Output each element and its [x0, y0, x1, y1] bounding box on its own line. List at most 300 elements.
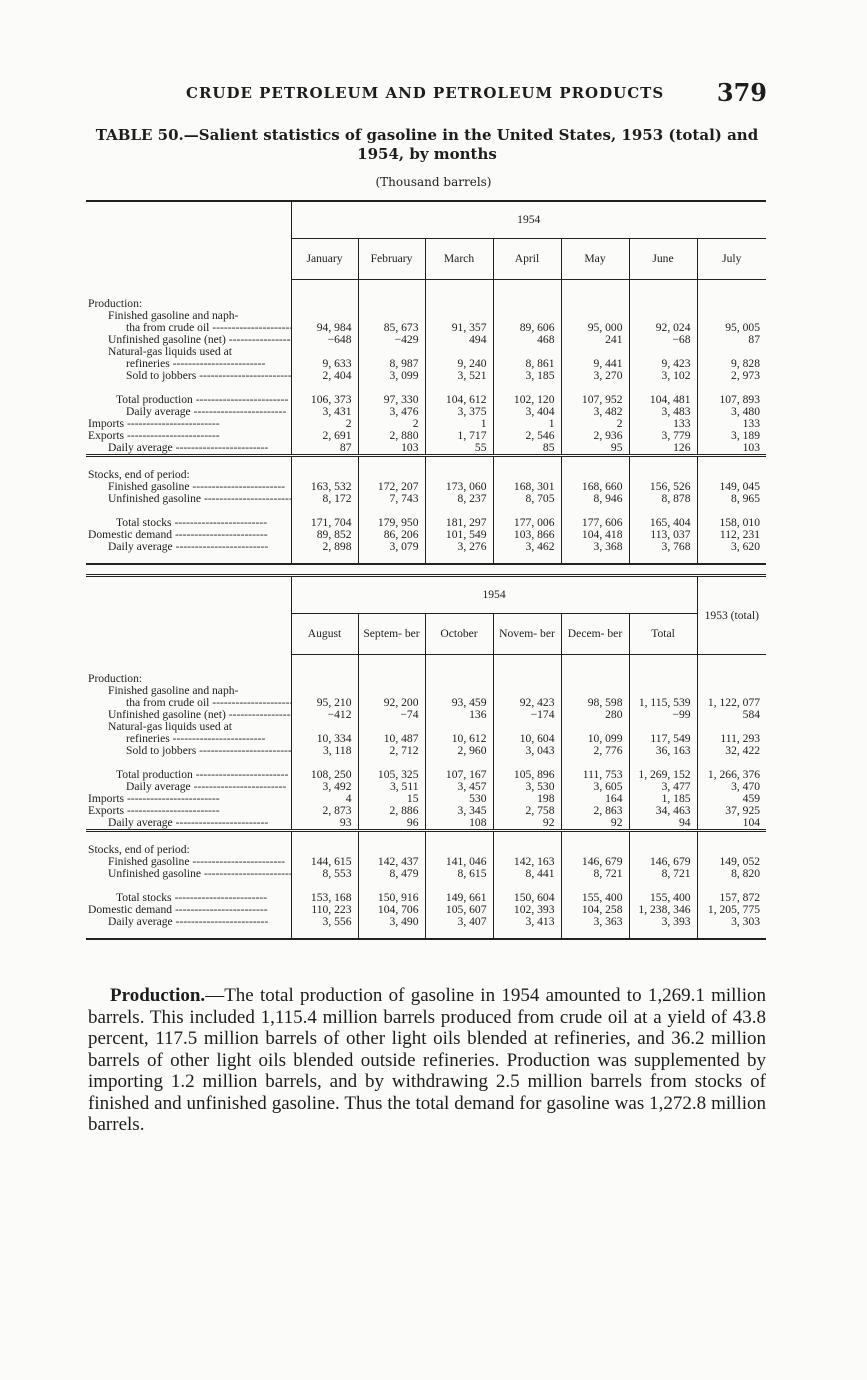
table-cell: 155, 400 [629, 892, 697, 904]
table-cell: 3, 483 [629, 406, 697, 418]
table-cell: 97, 330 [358, 394, 425, 406]
row-label-text: Daily average ----- [108, 817, 268, 829]
table-cell: 92, 200 [358, 697, 425, 709]
table-cell: 2, 404 [291, 370, 358, 382]
month-header: July [697, 239, 766, 280]
table-cell: 171, 704 [291, 517, 358, 529]
table-cell: 1, 122, 077 [707, 696, 761, 709]
table-cell: 10, 487 [358, 733, 425, 745]
table-cell: 87 [748, 333, 761, 346]
row-label-text: Domestic demand ----- [88, 529, 268, 541]
table-cell: 142, 163 [493, 856, 561, 868]
table-cell: 93 [291, 817, 358, 831]
table-cell: 3, 779 [629, 430, 697, 442]
table-cell: 92 [493, 817, 561, 831]
row-label [86, 916, 291, 928]
table-cell: 104 [742, 816, 761, 829]
table-cell [425, 673, 493, 685]
table-row [86, 709, 766, 721]
table-row [86, 541, 766, 553]
table-cell: 2, 776 [561, 745, 629, 757]
row-label-text: Finished gasoline and naph- [108, 310, 239, 322]
table-cell: 108, 250 [291, 769, 358, 781]
row-label [86, 844, 291, 856]
table-cell [493, 298, 561, 310]
table-cell: 142, 437 [358, 856, 425, 868]
table-cell: 105, 896 [493, 769, 561, 781]
table-cell: 2, 546 [493, 430, 561, 442]
table-row [86, 673, 766, 685]
table-cell: 98, 598 [561, 697, 629, 709]
table-cell: 3, 099 [358, 370, 425, 382]
row-label-text: Production: [88, 673, 143, 685]
table-cell: 103 [742, 441, 761, 454]
table-cell: 1, 115, 539 [629, 697, 697, 709]
table-cell: 179, 950 [358, 517, 425, 529]
month-header: August [291, 614, 358, 655]
table-cell: 3, 431 [291, 406, 358, 418]
table-cell: 108 [425, 817, 493, 831]
table-row [86, 493, 766, 505]
table-cell: 3, 492 [291, 781, 358, 793]
table-cell: 126 [629, 442, 697, 456]
table-cell [561, 298, 629, 310]
table-row [86, 370, 766, 382]
table-cell: 2 [291, 418, 358, 430]
table-cell: 36, 163 [629, 745, 697, 757]
table-cell: 8, 721 [561, 868, 629, 880]
table-cell: 155, 400 [561, 892, 629, 904]
table-cell: 1 [493, 418, 561, 430]
table-cell: 8, 721 [629, 868, 697, 880]
paragraph-body: —The total production of gasoline in 1954 amounted to 1,269.1 million barrels. This included 1,115.4 million barrels produced from crude oil at a yield of 43.8 percent, 117.5 million barrels of other light oils blended at refineries, and 36.2 million barrels of other light oils blended outside refineries. Production was supplemented by importing 1.2 million barrels, and by withdrawing 2.5 million barrels from stocks of finished and unfinished gasoline. Thus the total demand for gasoline was 1,272.8 million barrels. [88, 985, 766, 1135]
table-cell: 3, 511 [358, 781, 425, 793]
row-label-text: Imports ----- [88, 793, 220, 805]
table-cell: 3, 477 [629, 781, 697, 793]
table-cell: 105, 607 [425, 904, 493, 916]
table-cell: 459 [742, 792, 761, 805]
table-cell: 3, 404 [493, 406, 561, 418]
table-cell: 149, 045 [719, 480, 761, 493]
table-cell: 177, 006 [493, 517, 561, 529]
table-cell: 2, 973 [731, 369, 761, 382]
row-label [86, 322, 291, 334]
table-part-1 [86, 200, 766, 565]
table-cell: −429 [358, 334, 425, 346]
table-cell: 95 [561, 442, 629, 456]
table-cell: 3, 470 [731, 780, 761, 793]
table-cell: 102, 120 [493, 394, 561, 406]
row-label [86, 346, 291, 358]
table-cell: 280 [561, 709, 629, 721]
table-cell: 172, 207 [358, 481, 425, 493]
row-label-text: Total stocks ----- [116, 892, 267, 904]
row-label [86, 481, 291, 493]
table-cell: 1, 717 [425, 430, 493, 442]
table-cell: 94 [629, 817, 697, 831]
table-cell: 3, 375 [425, 406, 493, 418]
table-cell: 3, 185 [493, 370, 561, 382]
row-label [86, 769, 291, 781]
table-cell: 241 [561, 334, 629, 346]
unit-note: (Thousand barrels) [375, 175, 492, 189]
table-cell: 3, 605 [561, 781, 629, 793]
row-label-text: Unfinished gasoline ----- [108, 868, 291, 880]
table-cell [358, 673, 425, 685]
table-cell: 3, 457 [425, 781, 493, 793]
row-label-text: Finished gasoline and naph- [108, 685, 239, 697]
row-label [86, 817, 291, 831]
table-cell: 111, 293 [720, 732, 761, 745]
row-label-text: Total production ----- [116, 394, 288, 406]
table-cell: 32, 422 [725, 744, 761, 757]
table-cell [493, 673, 561, 685]
row-label [86, 781, 291, 793]
table-cell: −648 [291, 334, 358, 346]
row-label-text: Stocks, end of period: [88, 469, 190, 481]
row-label [86, 469, 291, 481]
table-cell: 103 [358, 442, 425, 456]
table-cell: 92, 024 [629, 322, 697, 334]
stub-header [86, 201, 291, 280]
table-cell: 1, 269, 152 [629, 769, 697, 781]
month-header: January [291, 239, 358, 280]
table-cell: 2, 691 [291, 430, 358, 442]
row-label-text: Exports ----- [88, 805, 220, 817]
table-cell: 110, 223 [291, 904, 358, 916]
paragraph-heading: Production. [110, 985, 206, 1006]
table-cell: 8, 820 [731, 867, 761, 880]
table-cell: 2, 936 [561, 430, 629, 442]
row-label [86, 418, 291, 430]
row-label-text: Finished gasoline ----- [108, 856, 285, 868]
production-paragraph [88, 985, 766, 1136]
table-cell: 149, 052 [719, 855, 761, 868]
table-cell: 157, 872 [719, 891, 761, 904]
table-row [86, 430, 766, 442]
table-cell: 93, 459 [425, 697, 493, 709]
table-cell: 89, 852 [291, 529, 358, 541]
table-cell: 95, 005 [725, 321, 761, 334]
row-label-text: Daily average ----- [108, 442, 268, 454]
table-cell: 8, 553 [291, 868, 358, 880]
table-cell: 530 [425, 793, 493, 805]
row-label-text: tha from crude oil ----- [126, 322, 291, 334]
stub-header [86, 576, 291, 655]
table-cell: 2, 863 [561, 805, 629, 817]
table-cell: 3, 102 [629, 370, 697, 382]
row-label [86, 697, 291, 709]
table-cell: −99 [629, 709, 697, 721]
table-cell: 92 [561, 817, 629, 831]
table-cell: 8, 965 [731, 492, 761, 505]
table-cell: 2, 758 [493, 805, 561, 817]
row-label [86, 529, 291, 541]
table-cell: 141, 046 [425, 856, 493, 868]
table-cell: 2 [561, 418, 629, 430]
row-label [86, 334, 291, 346]
spacer-row [86, 553, 766, 564]
table-cell: 198 [493, 793, 561, 805]
table-cell: 163, 532 [291, 481, 358, 493]
row-label-text: Unfinished gasoline (net) ----- [108, 709, 291, 721]
table-cell: 2, 880 [358, 430, 425, 442]
table-cell: 1, 266, 376 [707, 768, 761, 781]
spacer-row [86, 280, 766, 299]
row-label-text: Natural-gas liquids used at [108, 721, 232, 733]
row-label-text: Imports ----- [88, 418, 220, 430]
row-label [86, 442, 291, 456]
table-cell: 8, 878 [629, 493, 697, 505]
table-cell: 9, 828 [731, 357, 761, 370]
row-label [86, 904, 291, 916]
table-cell: 8, 479 [358, 868, 425, 880]
table-cell: 468 [493, 334, 561, 346]
table-cell: 3, 043 [493, 745, 561, 757]
table-cell: 3, 490 [358, 916, 425, 928]
row-label [86, 541, 291, 553]
month-header: March [425, 239, 493, 280]
row-label-text: Natural-gas liquids used at [108, 346, 232, 358]
month-header: May [561, 239, 629, 280]
table-cell: 102, 393 [493, 904, 561, 916]
table-cell: 8, 861 [493, 358, 561, 370]
table-cell: 8, 946 [561, 493, 629, 505]
table-cell: 86, 206 [358, 529, 425, 541]
table-cell: 3, 189 [731, 429, 761, 442]
table-cell: 55 [425, 442, 493, 456]
table-cell: −74 [358, 709, 425, 721]
table-cell: 8, 441 [493, 868, 561, 880]
table-cell: 177, 606 [561, 517, 629, 529]
table-cell: 1, 205, 775 [707, 903, 761, 916]
table-cell: 112, 231 [719, 528, 761, 541]
table-cell: 3, 476 [358, 406, 425, 418]
row-label-text: Total stocks ----- [116, 517, 267, 529]
row-label-text: Daily average ----- [108, 916, 268, 928]
table-cell: 1 [425, 418, 493, 430]
row-label [86, 406, 291, 418]
table-cell: 7, 743 [358, 493, 425, 505]
table-cell: 2 [358, 418, 425, 430]
table-row [86, 406, 766, 418]
table-cell: 173, 060 [425, 481, 493, 493]
month-header: April [493, 239, 561, 280]
table-cell: 3, 345 [425, 805, 493, 817]
spacer-row [86, 831, 766, 845]
row-label [86, 298, 291, 310]
row-label [86, 685, 291, 697]
row-label [86, 310, 291, 322]
table-cell: 113, 037 [629, 529, 697, 541]
table-cell: 3, 482 [561, 406, 629, 418]
table-cell: 10, 099 [561, 733, 629, 745]
row-label-text: Daily average ----- [108, 541, 268, 553]
table-cell: 168, 301 [493, 481, 561, 493]
table-cell: 2, 873 [291, 805, 358, 817]
table-cell: 3, 363 [561, 916, 629, 928]
table-cell: 133 [629, 418, 697, 430]
table-cell: −412 [291, 709, 358, 721]
table-cell: 9, 633 [291, 358, 358, 370]
row-label [86, 856, 291, 868]
table-row [86, 817, 766, 831]
table-cell: 3, 556 [291, 916, 358, 928]
table-cell: 3, 407 [425, 916, 493, 928]
table-cell: 3, 303 [731, 915, 761, 928]
table-cell [425, 298, 493, 310]
spacer-row [86, 655, 766, 674]
table-row [86, 322, 766, 334]
row-label [86, 493, 291, 505]
table-cell: 3, 521 [425, 370, 493, 382]
table-cell: 96 [358, 817, 425, 831]
table-cell: 133 [742, 417, 761, 430]
table-cell: 10, 604 [493, 733, 561, 745]
year-header: 1954 [291, 201, 766, 239]
row-label [86, 517, 291, 529]
table-cell: 153, 168 [291, 892, 358, 904]
table-cell: 91, 357 [425, 322, 493, 334]
table-cell: 105, 325 [358, 769, 425, 781]
table-cell: 3, 270 [561, 370, 629, 382]
table-cell: 1, 238, 346 [629, 904, 697, 916]
row-label [86, 673, 291, 685]
table-cell: 146, 679 [629, 856, 697, 868]
table-cell [697, 673, 766, 685]
table-cell: 8, 705 [493, 493, 561, 505]
row-label-text: Domestic demand ----- [88, 904, 268, 916]
row-label-text: tha from crude oil ----- [126, 697, 291, 709]
row-label [86, 733, 291, 745]
table-cell: 181, 297 [425, 517, 493, 529]
table-cell [358, 298, 425, 310]
row-label [86, 370, 291, 382]
row-label-text: Finished gasoline ----- [108, 481, 285, 493]
table-cell: 103, 866 [493, 529, 561, 541]
table-cell: 87 [291, 442, 358, 456]
table-cell: 3, 768 [629, 541, 697, 553]
row-label-text: Unfinished gasoline (net) ----- [108, 334, 291, 346]
table-cell: −174 [493, 709, 561, 721]
row-label-text: Sold to jobbers ----- [126, 745, 291, 757]
table-cell: 4 [291, 793, 358, 805]
table-title [88, 126, 766, 164]
table-cell: 164 [561, 793, 629, 805]
table-cell: 106, 373 [291, 394, 358, 406]
table-cell: 10, 612 [425, 733, 493, 745]
table-cell: 107, 167 [425, 769, 493, 781]
row-label-text: Daily average ----- [126, 781, 286, 793]
table-cell: 3, 079 [358, 541, 425, 553]
table-cell: 104, 418 [561, 529, 629, 541]
table-cell: 494 [425, 334, 493, 346]
table-cell: 111, 753 [561, 769, 629, 781]
table-cell [291, 673, 358, 685]
table-cell: 150, 916 [358, 892, 425, 904]
table-cell: 3, 462 [493, 541, 561, 553]
table-cell: 85, 673 [358, 322, 425, 334]
table-cell: 3, 118 [291, 745, 358, 757]
page-number: 379 [716, 78, 767, 107]
table-cell: 3, 530 [493, 781, 561, 793]
month-header: February [358, 239, 425, 280]
table-cell: 3, 620 [731, 540, 761, 553]
table-cell: 3, 480 [731, 405, 761, 418]
table-cell: 104, 481 [629, 394, 697, 406]
table-cell: 584 [742, 708, 761, 721]
row-label-text: Exports ----- [88, 430, 220, 442]
table-cell: 104, 258 [561, 904, 629, 916]
table-cell: 1, 185 [629, 793, 697, 805]
table-row [86, 916, 766, 928]
table-cell: 37, 925 [725, 804, 761, 817]
row-label-text: Stocks, end of period: [88, 844, 190, 856]
table-row [86, 868, 766, 880]
table-cell: 3, 413 [493, 916, 561, 928]
table-cell: 2, 886 [358, 805, 425, 817]
table-cell: 2, 712 [358, 745, 425, 757]
table-cell: 9, 423 [629, 358, 697, 370]
table-cell: 2, 898 [291, 541, 358, 553]
table-cell: 150, 604 [493, 892, 561, 904]
table-cell: 95, 210 [291, 697, 358, 709]
table-cell: 107, 952 [561, 394, 629, 406]
table-title-line1: TABLE 50.—Salient statistics of gasoline in the United States, 1953 (total) and [95, 126, 759, 144]
year-header: 1954 [291, 576, 697, 614]
table-cell: 8, 237 [425, 493, 493, 505]
row-label-text: Daily average ----- [126, 406, 286, 418]
table-cell: 8, 615 [425, 868, 493, 880]
table-row [86, 697, 766, 709]
row-label-text: refineries ----- [126, 733, 265, 745]
row-label [86, 709, 291, 721]
table-row [86, 298, 766, 310]
month-header: June [629, 239, 697, 280]
table-cell: 117, 549 [629, 733, 697, 745]
table-cell: 8, 172 [291, 493, 358, 505]
table-cell: 146, 679 [561, 856, 629, 868]
col-1953-header: 1953 (total) [697, 576, 766, 655]
table-cell [629, 298, 697, 310]
table-cell: 107, 893 [719, 393, 761, 406]
table-row [86, 805, 766, 817]
table-cell: 165, 404 [629, 517, 697, 529]
row-label-text: Production: [88, 298, 143, 310]
table-cell: 104, 612 [425, 394, 493, 406]
table-cell: 9, 441 [561, 358, 629, 370]
table-cell: 92, 423 [493, 697, 561, 709]
table-cell: 158, 010 [719, 516, 761, 529]
table-cell [561, 673, 629, 685]
row-label [86, 805, 291, 817]
table-cell: 101, 549 [425, 529, 493, 541]
spacer-row [86, 928, 766, 939]
table-cell [629, 673, 697, 685]
table-cell: −68 [629, 334, 697, 346]
table-cell: 3, 393 [629, 916, 697, 928]
table-cell: 85 [493, 442, 561, 456]
table-cell: 144, 615 [291, 856, 358, 868]
table-row [86, 745, 766, 757]
month-header: Decem- ber [561, 614, 629, 655]
running-title: CRUDE PETROLEUM AND PETROLEUM PRODUCTS [186, 84, 665, 102]
spacer-row [86, 456, 766, 470]
table-cell: 34, 463 [629, 805, 697, 817]
table-cell: 10, 334 [291, 733, 358, 745]
table-cell: 95, 000 [561, 322, 629, 334]
row-label [86, 745, 291, 757]
